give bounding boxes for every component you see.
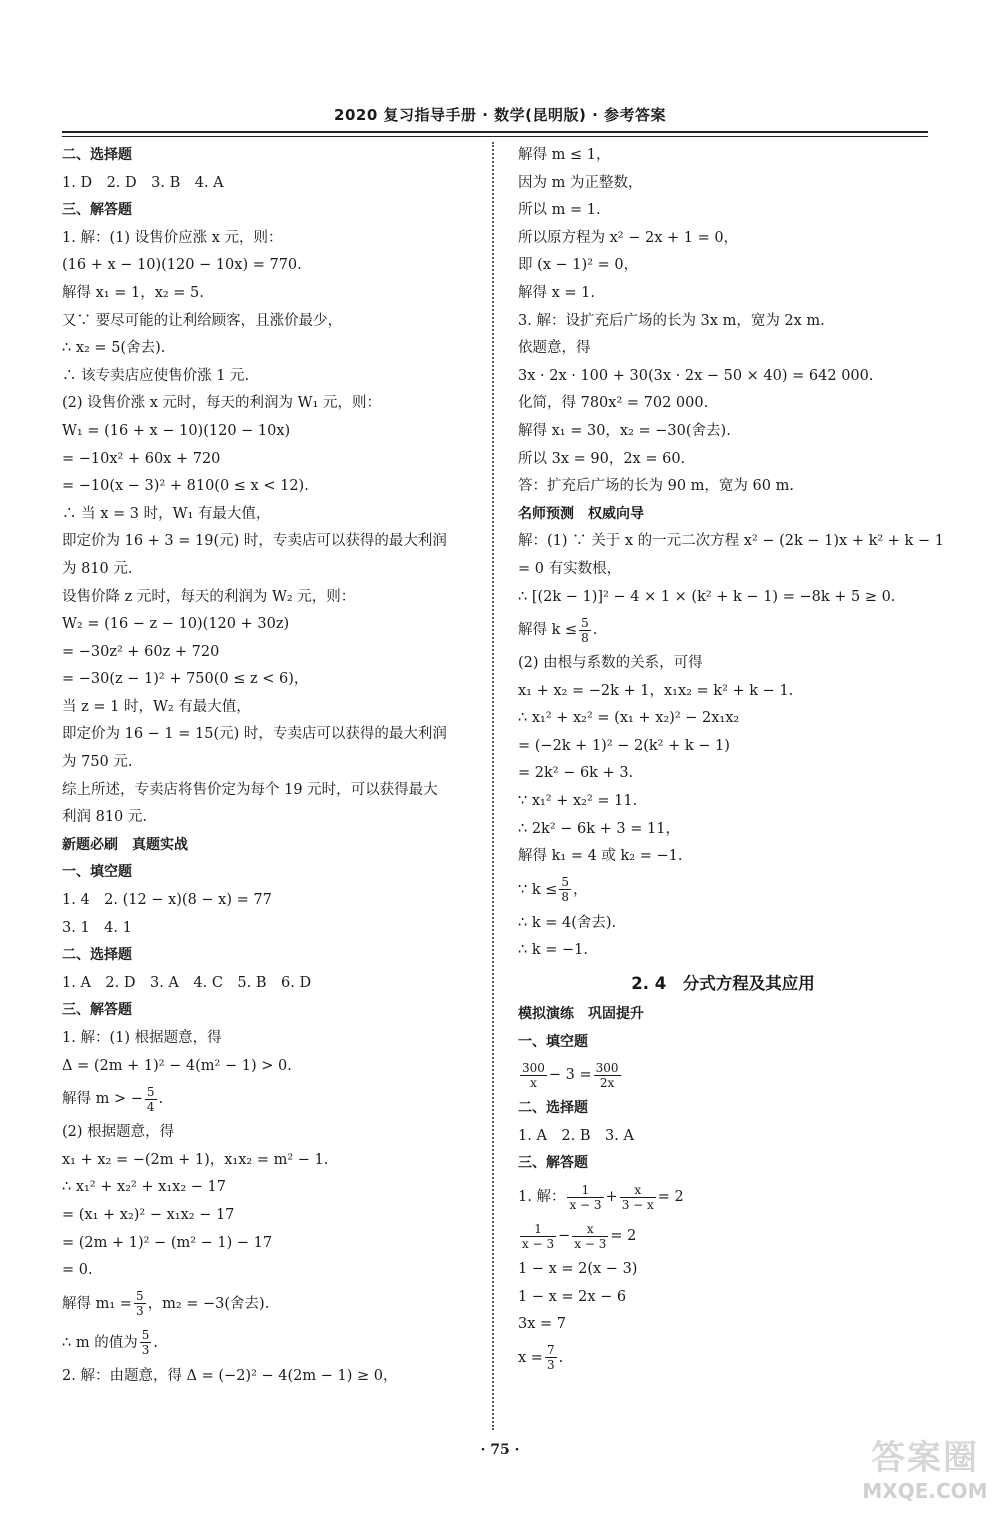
fraction: $\frac{1}{x - 3}$ — [569, 1182, 602, 1212]
fraction: $\frac{300}{x}$ — [522, 1060, 545, 1090]
solution-line: 依题意，得 — [518, 340, 591, 357]
fraction: $\frac{300}{2x}$ — [595, 1060, 619, 1090]
solution-line: = 0. — [62, 1262, 93, 1279]
solution-line: 3. 解：设扩充后广场的长为 3x m，宽为 2x m. — [518, 312, 825, 329]
solution-line: 1 − x = 2(x − 3) — [518, 1261, 638, 1277]
solution-line: = (−2k + 1)² − 2(k² + k − 1) — [518, 737, 730, 754]
fraction: $\frac{1}{x - 3}$ — [522, 1221, 555, 1251]
solution-line: 解得 x₁ = 1，x₂ = 5. — [62, 284, 204, 301]
header-rule-thick — [62, 131, 928, 133]
fraction: $\frac{5}{8}$ — [561, 875, 570, 905]
solution-line-fraction: 解得 m₁ = $\frac{5}{3}$ ，m₂ = −3(舍去). — [62, 1289, 270, 1319]
solution-line: 设售价降 z 元时，每天的利润为 W₂ 元，则： — [62, 588, 356, 605]
solution-line: 即 (x − 1)² = 0， — [518, 257, 639, 274]
section-title-2-4: 2. 4 分式方程及其应用 — [631, 974, 815, 994]
solution-line: (2) 由根与系数的关系，可得 — [518, 655, 703, 672]
column-divider — [492, 142, 494, 1430]
answer-line-fraction: $\frac{300}{x}$ − 3 = $\frac{300}{2x}$ — [522, 1060, 619, 1090]
fraction: $\frac{5}{3}$ — [135, 1289, 144, 1319]
solution-line: Δ = (2m + 1)² − 4(m² − 1) > 0. — [62, 1057, 292, 1074]
solution-line: 3x · 2x · 100 + 30(3x · 2x − 50 × 40) = 642 000. — [518, 367, 874, 384]
fraction: $\frac{x}{3 - x}$ — [621, 1182, 654, 1212]
answer-line: 3. 1 4. 1 — [62, 919, 132, 936]
watermark-url: MXQE.COM — [862, 1479, 988, 1503]
solution-line: 所以原方程为 x² − 2x + 1 = 0， — [518, 229, 739, 246]
solution-line: 解得 x₁ = 30，x₂ = −30(舍去). — [518, 422, 731, 439]
solution-line: = (x₁ + x₂)² − x₁x₂ − 17 — [62, 1206, 235, 1223]
watermark — [860, 1430, 990, 1510]
solution-line: 即定价为 16 − 1 = 15(元) 时，专卖店可以获得的最大利润 — [62, 726, 447, 743]
solution-line: = −30(z − 1)² + 750(0 ≤ z < 6)， — [62, 671, 309, 688]
solution-line: = −10x² + 60x + 720 — [62, 450, 221, 467]
answer-line: 1. A 2. B 3. A — [518, 1127, 634, 1144]
solution-line: ∴ k = 4(舍去). — [518, 914, 617, 931]
solution-line: 1. 解：(1) 根据题意，得 — [62, 1030, 222, 1046]
solution-line: = 0 有实数根， — [518, 560, 622, 577]
solution-line: 1. 解：(1) 设售价应涨 x 元，则： — [62, 229, 283, 246]
solution-line: ∴ x₁² + x₂² = (x₁ + x₂)² − 2x₁x₂ — [518, 710, 740, 727]
solution-line: 为 810 元. — [62, 560, 133, 577]
fraction: $\frac{x}{x - 3}$ — [574, 1221, 607, 1251]
solution-line: 2. 解：由题意，得 Δ = (−2)² − 4(2m − 1) ≥ 0， — [62, 1367, 398, 1384]
left-column — [62, 142, 482, 1390]
solution-line: ∴ x₂ = 5(舍去). — [62, 340, 166, 357]
section-heading-choice: 二、选择题 — [62, 147, 132, 163]
solution-line: x₁ + x₂ = −2k + 1，x₁x₂ = k² + k − 1. — [518, 682, 794, 699]
solution-line: 利润 810 元. — [62, 809, 148, 826]
section-heading-fill: 一、填空题 — [62, 864, 132, 881]
subsection-heading-simulation: 模拟演练 巩固提升 — [518, 1006, 644, 1023]
solution-line: 所以 m = 1. — [518, 202, 601, 219]
page-header-title: 2020 复习指导手册 · 数学(昆明版) · 参考答案 — [334, 106, 666, 124]
solution-line: 又∵ 要尽可能的让利给顾客，且涨价最少， — [62, 312, 343, 329]
subsection-heading-expert-prediction: 名师预测 权威向导 — [518, 505, 644, 522]
solution-line: 因为 m 为正整数， — [518, 174, 643, 191]
solution-line-fraction: ∵ k ≤ $\frac{5}{8}$ ， — [518, 875, 588, 905]
solution-line: = (2m + 1)² − (m² − 1) − 17 — [62, 1234, 273, 1251]
solution-line: 解得 x = 1. — [518, 284, 595, 301]
solution-line-fraction: ∴ m 的值为 $\frac{5}{3}$ . — [62, 1328, 158, 1358]
solution-line: 解：(1) ∵ 关于 x 的一元二次方程 x² − (2k − 1)x + k² + k − 1 — [518, 533, 944, 550]
subsection-heading-new-problems: 新题必刷 真题实战 — [62, 836, 188, 853]
solution-line: 为 750 元. — [62, 754, 133, 771]
solution-line: 即定价为 16 + 3 = 19(元) 时，专卖店可以获得的最大利润 — [62, 533, 447, 550]
solution-line-fraction: 解得 m > − $\frac{5}{4}$ . — [62, 1084, 164, 1114]
solution-line: ∴ [(2k − 1)]² − 4 × 1 × (k² + k − 1) = −8k + 5 ≥ 0. — [518, 588, 896, 605]
section-heading-choice: 二、选择题 — [62, 947, 132, 964]
section-heading-choice: 二、选择题 — [518, 1100, 588, 1117]
solution-line: ∵ x₁² + x₂² = 11. — [518, 793, 638, 810]
solution-line: W₂ = (16 − z − 10)(120 + 30z) — [62, 616, 290, 633]
section-heading-solve: 三、解答题 — [518, 1155, 588, 1172]
solution-line-fraction: 1. 解： $\frac{1}{x - 3}$ + $\frac{x}{3 - x}$ = 2 — [518, 1182, 684, 1212]
solution-line: 答：扩充后广场的长为 90 m，宽为 60 m. — [518, 478, 794, 495]
watermark-logo: 答案圈 — [871, 1438, 979, 1478]
solution-line: = −30z² + 60z + 720 — [62, 643, 220, 660]
fraction: $\frac{5}{8}$ — [581, 615, 589, 645]
solution-line: 综上所述，专卖店将售价定为每个 19 元时，可以获得最大 — [62, 781, 438, 798]
solution-line: (2) 设售价涨 x 元时，每天的利润为 W₁ 元，则： — [62, 395, 381, 412]
section-heading-fill: 一、填空题 — [518, 1033, 588, 1050]
solution-line: (2) 根据题意，得 — [62, 1124, 175, 1141]
solution-line: 当 z = 1 时，W₂ 有最大值， — [62, 698, 251, 715]
solution-line: 3x = 7 — [518, 1316, 566, 1333]
solution-line-fraction: x = $\frac{7}{3}$ . — [518, 1343, 564, 1373]
solution-line: x₁ + x₂ = −(2m + 1)，x₁x₂ = m² − 1. — [62, 1151, 329, 1168]
solution-line: ∴ 该专卖店应使售价涨 1 元. — [62, 367, 250, 384]
solution-line-fraction: $\frac{1}{x - 3}$ − $\frac{x}{x - 3}$ = 2 — [522, 1221, 637, 1251]
solution-line: 解得 m ≤ 1， — [518, 147, 611, 163]
fraction: $\frac{5}{3}$ — [141, 1328, 150, 1358]
solution-line: 1 − x = 2x − 6 — [518, 1288, 627, 1305]
page-number: · 75 · — [480, 1442, 520, 1458]
solution-line: ∴ x₁² + x₂² + x₁x₂ − 17 — [62, 1179, 226, 1196]
solution-line: 所以 3x = 90，2x = 60. — [518, 450, 686, 467]
solution-line: = −10(x − 3)² + 810(0 ≤ x < 12). — [62, 478, 309, 495]
section-heading-solve: 三、解答题 — [62, 202, 132, 219]
solution-line: 化简，得 780x² = 702 000. — [518, 395, 709, 412]
solution-line: ∴ 当 x = 3 时，W₁ 有最大值， — [62, 505, 271, 522]
section-heading-solve: 三、解答题 — [62, 1002, 132, 1019]
solution-line: ∴ k = −1. — [518, 942, 588, 959]
solution-line: W₁ = (16 + x − 10)(120 − 10x) — [62, 422, 291, 439]
solution-line: 解得 k₁ = 4 或 k₂ = −1. — [518, 848, 683, 865]
header-rule-thin — [62, 136, 928, 137]
solution-line: (16 + x − 10)(120 − 10x) = 770. — [62, 257, 302, 274]
solution-line-fraction: 解得 k ≤ $\frac{5}{8}$ . — [518, 615, 598, 645]
solution-line: = 2k² − 6k + 3. — [518, 765, 634, 782]
right-column — [518, 142, 944, 1378]
answer-line: 1. 4 2. (12 − x)(8 − x) = 77 — [62, 892, 272, 909]
fraction: $\frac{7}{3}$ — [546, 1343, 555, 1373]
answer-line: 1. A 2. D 3. A 4. C 5. B 6. D — [62, 974, 312, 991]
fraction: $\frac{5}{4}$ — [146, 1084, 155, 1114]
solution-line: ∴ 2k² − 6k + 3 = 11， — [518, 820, 680, 837]
answer-line: 1. D 2. D 3. B 4. A — [62, 174, 224, 191]
